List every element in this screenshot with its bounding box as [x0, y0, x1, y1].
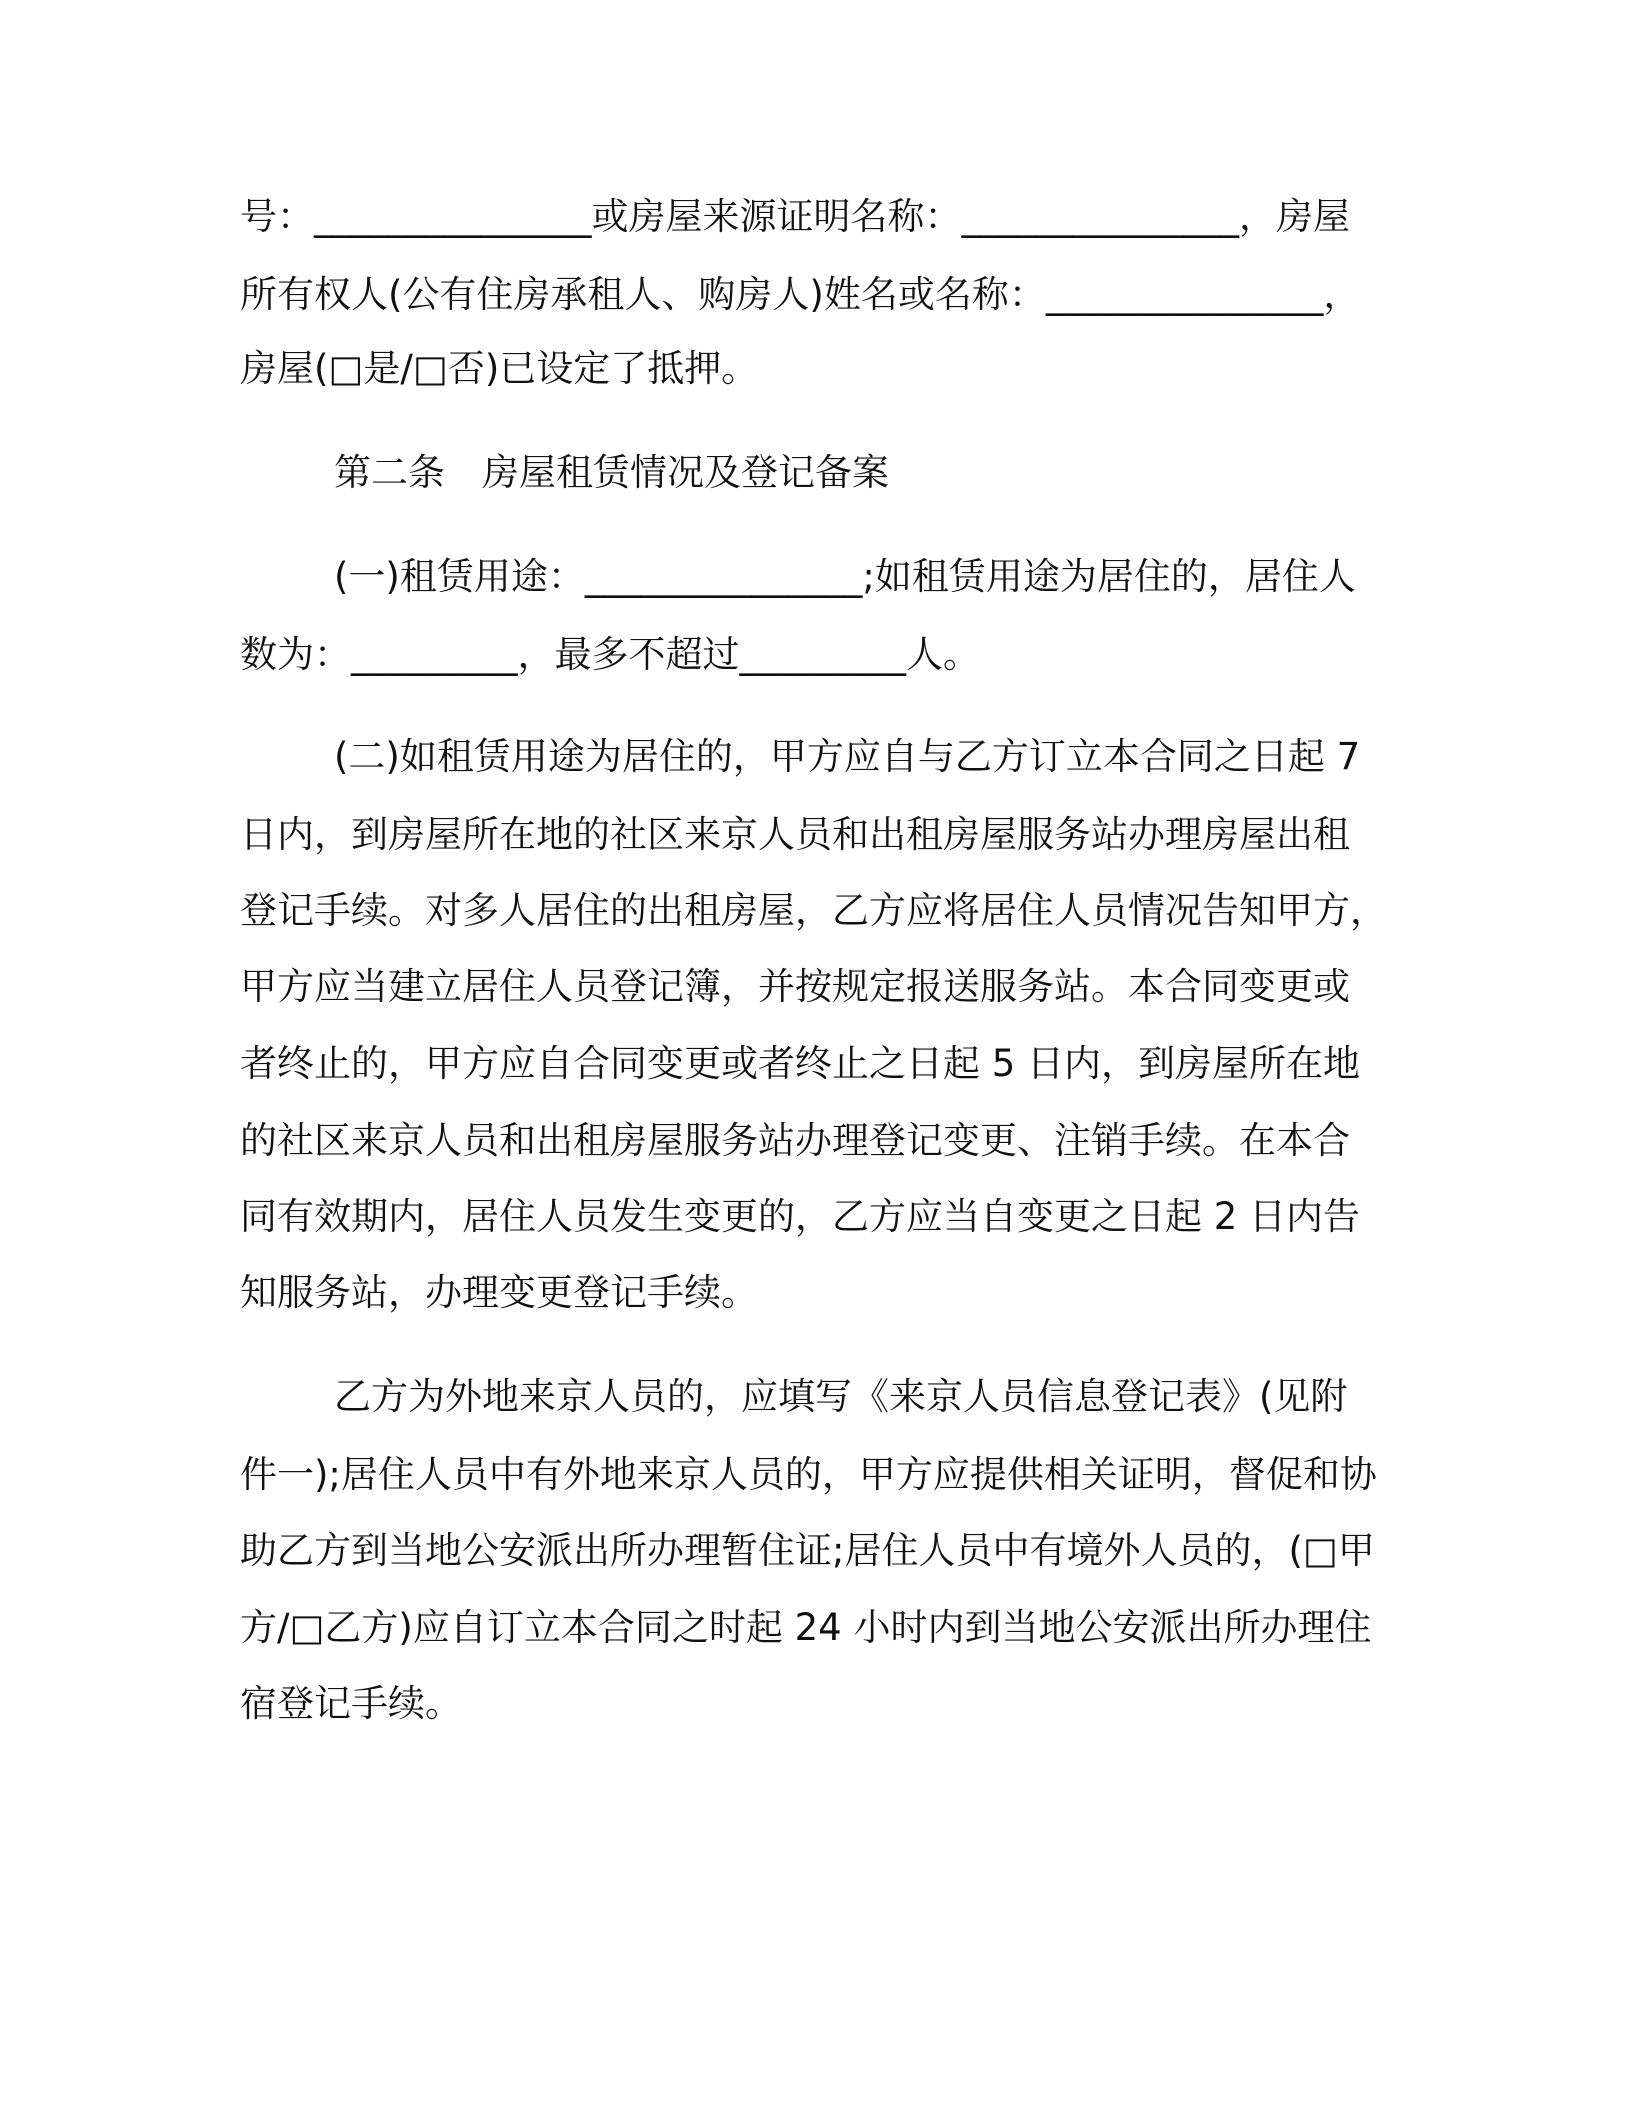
text-line: (二)如租赁用途为居住的，甲方应自与乙方订立本合同之日起 7 [334, 735, 1361, 778]
article-heading: 第二条 房屋租赁情况及登记备案 [334, 451, 889, 494]
text-line: 宿登记手续。 [240, 1682, 462, 1725]
text-line: 号：_______________或房屋来源证明名称：_______________，房屋 [240, 195, 1350, 238]
text-line: 者终止的，甲方应自合同变更或者终止之日起 5 日内，到房屋所在地 [240, 1042, 1361, 1085]
text-line: 方/□乙方)应自订立本合同之时起 24 小时内到当地公安派出所办理住 [240, 1606, 1372, 1649]
text-line: 房屋(□是/□否)已设定了抵押。 [240, 347, 759, 390]
text-line: 知服务站，办理变更登记手续。 [240, 1271, 758, 1314]
text-line: 甲方应当建立居住人员登记簿，并按规定报送服务站。本合同变更或 [240, 965, 1350, 1008]
text-line: (一)租赁用途：_______________;如租赁用途为居住的，居住人 [334, 555, 1356, 598]
text-line: 乙方为外地来京人员的，应填写《来京人员信息登记表》(见附 [334, 1375, 1348, 1418]
text-line: 日内，到房屋所在地的社区来京人员和出租房屋服务站办理房屋出租 [240, 813, 1350, 856]
text-line: 助乙方到当地公安派出所办理暂住证;居住人员中有境外人员的，(□甲 [240, 1529, 1375, 1572]
text-line: 件一);居住人员中有外地来京人员的，甲方应提供相关证明，督促和协 [240, 1453, 1377, 1496]
text-line: 数为：_________，最多不超过_________人。 [240, 633, 980, 676]
text-line: 所有权人(公有住房承租人、购房人)姓名或名称：_______________， [240, 273, 1361, 316]
text-line: 同有效期内，居住人员发生变更的，乙方应当自变更之日起 2 日内告 [240, 1195, 1361, 1238]
text-line: 的社区来京人员和出租房屋服务站办理登记变更、注销手续。在本合 [240, 1119, 1350, 1162]
text-line: 登记手续。对多人居住的出租房屋，乙方应将居住人员情况告知甲方， [240, 889, 1387, 932]
